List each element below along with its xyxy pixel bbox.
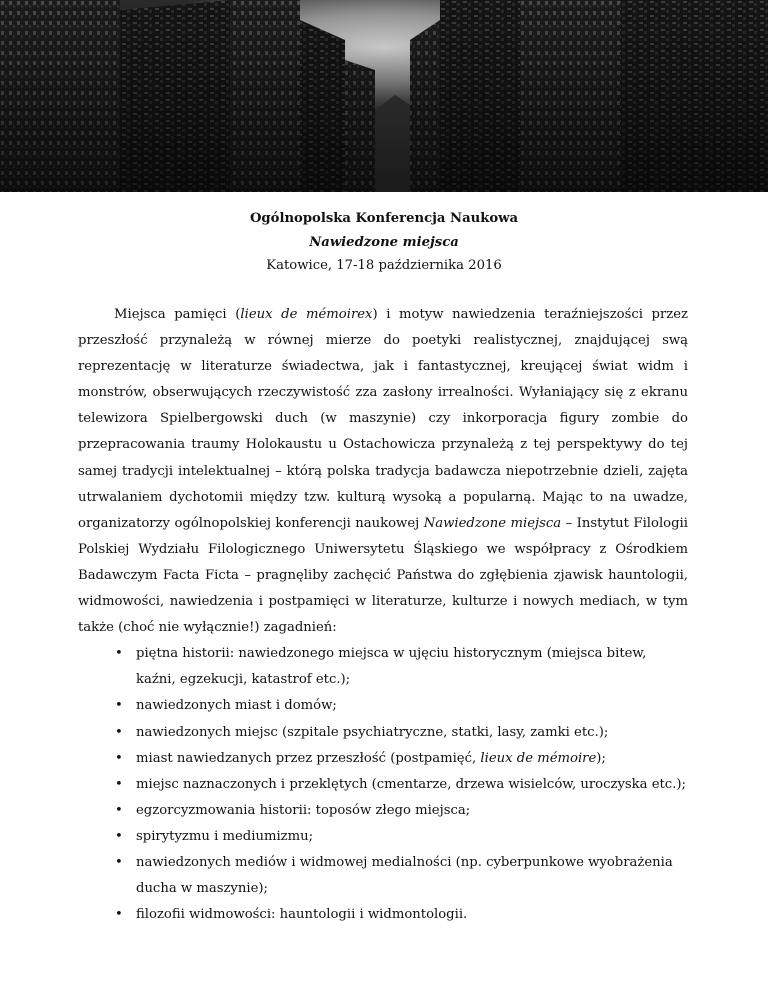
bullet-icon: • xyxy=(115,776,123,792)
call-for-papers-body xyxy=(78,302,688,928)
topic-text: miast nawiedzanych przez przeszłość (postpamięć, xyxy=(136,750,481,766)
topic-text: nawiedzonych miast i domów; xyxy=(136,698,337,714)
topic-tail-text: ); xyxy=(596,750,606,766)
header-image-dark-city xyxy=(0,0,768,192)
topic-text: spirytyzmu i mediumizmu; xyxy=(136,828,314,844)
bullet-icon: • xyxy=(115,854,123,870)
intro-text-3: – Instytut Filologii Polskiej Wydziału Filologicznego Uniwersytetu Śląskiego we współpracy z Ośrodkiem Badawczym Facta Ficta – pragnęliby zachęcić Państwa do zgłębienia zjawisk hauntologii, widmowości, nawiedzenia i postpamięci w literaturze, kulturze i nowych mediach, w tym także (choć nie wyłącznie!) zagadnień: xyxy=(78,515,688,636)
bullet-icon: • xyxy=(115,724,123,740)
list-item xyxy=(78,772,688,798)
intro-italic-2: Nawiedzone miejsca xyxy=(423,515,562,531)
list-item xyxy=(78,798,688,824)
bullet-icon: • xyxy=(115,802,123,818)
conference-header xyxy=(0,207,768,278)
list-item xyxy=(78,902,688,928)
bullet-icon: • xyxy=(115,750,123,766)
list-item xyxy=(78,824,688,850)
topics-list xyxy=(78,641,688,928)
topic-text: egzorcyzmowania historii: toposów złego miejsca; xyxy=(136,802,471,818)
list-item xyxy=(78,641,688,693)
topic-text: miejsc naznaczonych i przeklętych (cmentarze, drzewa wisielców, uroczyska etc.); xyxy=(136,776,686,792)
topic-italic-text: lieux de mémoire xyxy=(480,750,597,766)
list-item xyxy=(78,720,688,746)
conference-subtitle: Nawiedzone miejsca xyxy=(309,234,459,250)
intro-italic-1: lieux de mémoirex xyxy=(240,307,373,322)
intro-text-2: ) i motyw nawiedzenia teraźniejszości przez przeszłość przynależą w równej mierze do poetyki realistycznej, znajdującej swą reprezentację w literaturze świadectwa, jak i fantastycznej, kreującej świat widm i monstrów, obserwujących rzeczywistość zza zasłony irrealności. Wyłaniający się z ekranu telewizora Spielbergowski duch (w maszynie) czy inkorporacja figury zombie do przepracowania traumy Holokaustu u Ostachowicza przynależą z tej perspektywy do tej samej tradycji intelektualnej – którą polska tradycja badawcza niepotrzebnie dzieli, zajęta utrwalaniem dychotomii między tzw. kulturą wysoką a popularną. Mając to na uwadze, organizatorzy ogólnopolskiej konferencji naukowej xyxy=(78,307,688,531)
conference-title: Ogólnopolska Konferencja Naukowa xyxy=(249,211,519,226)
intro-paragraph xyxy=(78,302,688,641)
conference-place-date: Katowice, 17-18 października 2016 xyxy=(266,258,502,273)
topic-text: nawiedzonych miejsc (szpitale psychiatryczne, statki, lasy, zamki etc.); xyxy=(136,724,609,740)
topic-text: filozofii widmowości: hauntologii i widmontologii. xyxy=(136,907,468,923)
list-item xyxy=(78,850,688,902)
intro-text-1: Miejsca pamięci ( xyxy=(114,307,241,322)
dark-city-illustration xyxy=(0,0,768,192)
bullet-icon: • xyxy=(115,828,123,844)
bullet-icon: • xyxy=(115,698,123,714)
topic-text: nawiedzonych mediów i widmowej medialności (np. cyberpunkowe wyobrażenia ducha w maszynie); xyxy=(136,854,673,897)
list-item xyxy=(78,746,688,772)
list-item xyxy=(78,693,688,719)
bullet-icon: • xyxy=(115,907,123,923)
bullet-icon: • xyxy=(115,646,123,662)
topic-text: piętna historii: nawiedzonego miejsca w ujęciu historycznym (miejsca bitew, kaźni, egzekucji, katastrof etc.); xyxy=(136,646,647,688)
